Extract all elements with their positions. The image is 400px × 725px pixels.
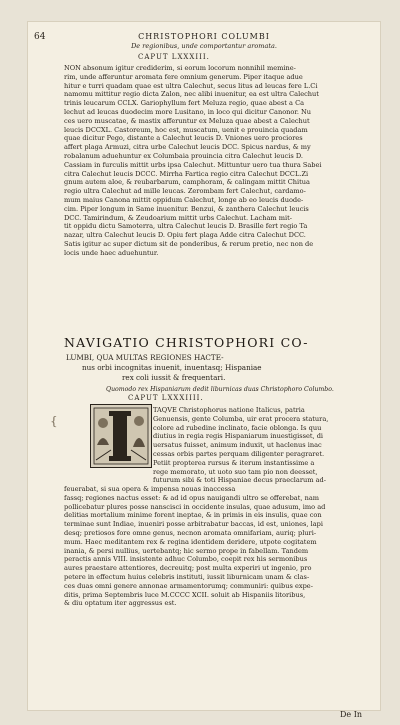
text-line: locis unde haec aduehuntur. [64,248,159,257]
text-line: inania, & persi nullius, uertebantq; hic sermo prope in fabellam. Tandem [64,546,309,555]
chapter-83-heading: CAPUT LXXXIII. [138,53,210,61]
title-line-3: rex coli iussit & frequentari. [122,373,226,382]
chapter-84-heading: CAPUT LXXXIIII. [128,394,204,402]
text-line: Cassiam in furculis mittit urbs ipsa Calechut. Mittuntur uero tua thura Sabei [64,160,322,169]
text-line: desq; pretiosos fore omne genus, necnon aromata omnifariam, auriq; pluri- [64,528,317,537]
text-line: hitur e turri quadam quae est ultra Calechut, secus litus ad leucas fere L.Ci [64,81,318,90]
chapter-83-text [64,64,374,258]
chapter-84-opening [153,406,377,485]
chapter-84-text [64,485,374,608]
text-line: trinis leucarum CCLX. Gariophyllum fert Meluza regio, quae abest a Ca [64,99,305,108]
text-line: delitias mortalium minime forent ineptae, & in primis in eis insulis, quae con [64,511,322,520]
book-page [28,22,380,719]
text-line: fassq; regiones nactus esset: & ad id opus nauigandi ultro se offerebat, nam [64,493,319,502]
text-line: futurum sibi & toti Hispaniae decus praeclarum ad- [153,476,326,485]
text-line: Petiit propterea rursus & iterum instantissime a [153,458,315,467]
text-line: regio ultra Calechut ad mille leucas. Zerombam fert Calechut, cardamo- [64,187,306,196]
text-line: cim. Piper longum in Same inuenitur. Benzui, & zanthera Calechut leucis [64,204,309,213]
text-line: petere in effectum huius celebris instituti, iussit liburnicam unam & clas- [64,572,310,581]
text-line: Satis igitur ac super dictum sit de ponderibus, & rerum pretio, nec non de [64,239,314,248]
text-line: peractis annis VIII. insistente adhuc Columbo, coepit rex his sermonibus [64,555,308,564]
text-line: gnum autem aloe, & reubarbarum, camphoram, & calingam mittit Chitua [64,178,310,187]
text-line: lechut ad leucas duodecim more Lusitano, in loco qui dicitur Canonor. Nu [64,107,312,116]
text-line: colore ad rubedine inclinato, facie oblonga. Is quu [153,423,322,432]
margin-mark: { [50,414,58,428]
chapter-84-summary: Quomodo rex Hispaniarum dedit liburnicas duas Christophoro Columbo. [106,386,334,393]
text-line: ces duas omni genere annonae armamentorumq; communiri: quibus expe- [64,581,313,590]
text-line: diutius in regia regis Hispaniarum inuestigisset, di [153,432,324,441]
text-line: tit oppidu dictu Samoterra, ultra Calechut leucis D. Brasille fert regio Ta [64,222,308,231]
text-line: ditis, prima Septembris luce M.CCCC XCII. soluit ab Hispaniis litoribus, [64,590,306,599]
text-line: nazar, ultra Calechut leucis D. Opiu fert plaga Adde citra Calechut DCC. [64,231,306,240]
chapter-84-title: NAVIGATIO CHRISTOPHORI CO- [64,335,309,350]
catchword: De In [340,710,363,719]
title-line-1: LUMBI, QUA MULTAS REGIONES HACTE- [66,353,224,362]
text-line: mum maius Canona mittit oppidum Calechut, longe ab eo leucis duode- [64,195,304,204]
text-line: uersatus fuisset, animum induxit, ut haclenus inac [153,441,322,450]
running-head: CHRISTOPHORI COLUMBI [138,32,270,41]
text-line: leucis DCCXL. Castoreum, hoc est, muscatum, uenit e prouincia quadam [64,125,308,134]
text-line: robalanum aduehuntur ex Columbaia prouincia citra Calechut leucis D. [64,151,303,160]
chapter-subhead: De regionibus, unde comportantur aromata. [131,42,277,50]
text-line: pollicebatur plures posse nanscisci in occidente insulas, quae adusum, imo ad [64,502,326,511]
text-line: affert plaga Armuzi, citra urbe Calechut leucis DCC. Spicus nardus, & my [64,143,311,152]
text-line: terminae sunt Indiae, inueniri posse arbitrabatur baccas, id est, uniones, lapi [64,520,323,529]
text-line: & diu optatum iter aggressus est. [64,599,177,608]
text-line: aures praestare attentiores, decreuitq; post multa experiri ut ingenio, pro [64,564,312,573]
engraved-initial-illustration [91,405,151,467]
text-line: DCC. Tamirindum, & Zeudoarium mittit urbs Calechut. Lacham mit- [64,213,293,222]
text-line: Genuensis, gente Columba, uir erat procera statura, [153,414,329,423]
text-line: citra Calechut leucis DCCC. Mirrha Fartica regio citra Calechut DCCL.Zi [64,169,309,178]
page-number: 64 [34,32,46,42]
text-line: namomu mittitur regio dicta Zalon, nec alibi inuenitur, ea est ultra Calechut [64,90,319,99]
decorated-initial [90,404,152,468]
text-line: TAQVE Christophorus natione Italicus, patria [153,406,305,414]
text-line: rege memorato, ut uoto suo tam pio non deesset, [153,467,318,476]
text-line: ces uero muscatae, & mastix afferuntur ex Meluza quae abest a Calechut [64,116,310,125]
text-line: quae dicitur Pego, distante a Calechut leucis D. Vniones uero prociores [64,134,303,143]
text-line: mum. Haec meditantem rex & regina identidem deridere, utpote cogitatem [64,537,317,546]
text-line: NON absonum igitur crediderim, si eorum locorum nonnihil memine- [64,64,296,72]
text-line: cessas orbis partes perquam diligenter peragraret. [153,449,325,458]
title-line-2: nus orbi incognitas inuenit, inuentasq; Hispaniae [82,363,262,372]
text-line: feuerabat, si sua opera & impensa nouas inaccessa [64,485,236,493]
text-line: rim, unde afferuntur aromata fere omnium generum. Piper itaque adue [64,72,303,81]
